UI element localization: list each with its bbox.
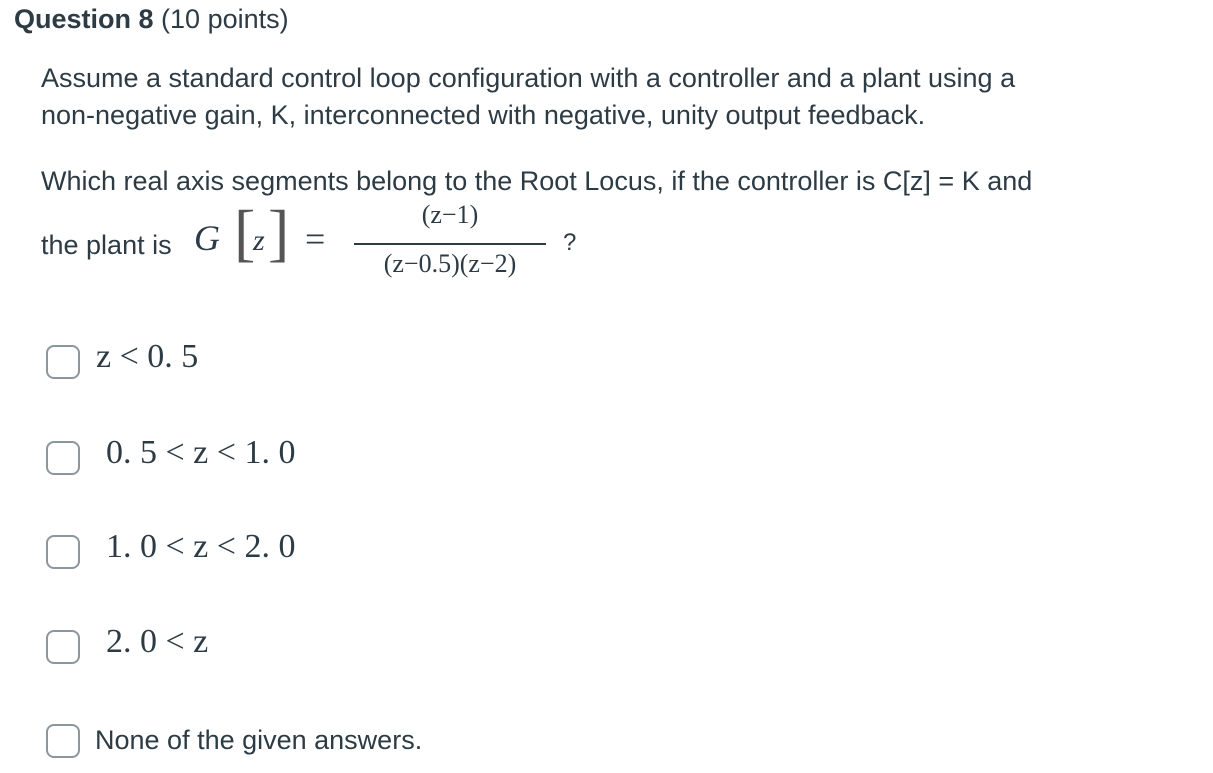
option-checkbox-4[interactable] xyxy=(46,630,80,664)
option-checkbox-1[interactable] xyxy=(46,345,80,379)
option-checkbox-5[interactable] xyxy=(46,724,80,758)
fraction-denominator: (z−0.5)(z−2) xyxy=(383,249,517,278)
plant-bracket-close: ] xyxy=(268,197,290,268)
option-label-5: None of the given answers. xyxy=(95,725,423,755)
option-label-2: 0. 5 < z < 1. 0 xyxy=(106,434,296,471)
option-checkbox-3[interactable] xyxy=(46,535,80,569)
option-label-3: 1. 0 < z < 2. 0 xyxy=(106,528,296,565)
plant-symbol: G xyxy=(194,218,220,258)
question-mark: ? xyxy=(563,229,577,256)
question-text-line-1: Assume a standard control loop configuration with a controller and a plant using a xyxy=(41,63,1016,93)
plant-bracket-open: [ xyxy=(234,197,256,268)
question-text-prefix: the plant is xyxy=(41,230,172,260)
option-label-1: z < 0. 5 xyxy=(96,338,199,375)
fraction-bar xyxy=(354,243,546,245)
option-label-4: 2. 0 < z xyxy=(106,623,209,660)
equals-sign: = xyxy=(305,219,326,259)
fraction-numerator: (z−1) xyxy=(421,200,479,229)
question-header xyxy=(14,4,289,35)
option-checkbox-2[interactable] xyxy=(46,441,80,475)
transfer-function-fraction xyxy=(352,200,548,290)
question-text-line-3: Which real axis segments belong to the Root Locus, if the controller is C[z] = K and xyxy=(41,166,1033,196)
question-points: (10 points) xyxy=(161,4,289,34)
plant-variable: z xyxy=(253,224,265,257)
question-text-line-2: non-negative gain, K, interconnected with negative, unity output feedback. xyxy=(41,100,926,130)
question-title: Question 8 xyxy=(14,4,154,34)
